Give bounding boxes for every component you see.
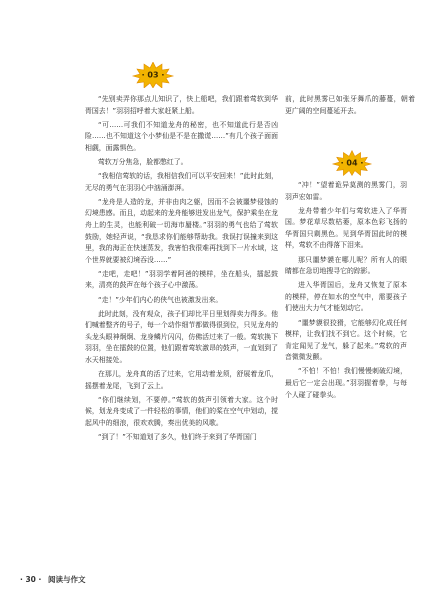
paragraph: 龙舟带着少年们与莺软进入了华胥国。梦花草尽数枯萎，原本色彩飞扬的华胥国只剩黑色。见到华胥国此时的模样，莺软不由得落下泪来。 (285, 206, 407, 250)
section-3-number: · 03 · (141, 70, 165, 80)
paragraph: 此时此刻，没有观众，孩子们却比平日里划得卖力得多。他们喊着整齐的号子，每一个动作细节都做得很到位，只见龙舟的头龙头眼神炯炯、龙身鳞片闪闪，仿佛活过来了一般。莺软换下羽羽，坐在擂鼓的位置，他们跟着莺软激昂的鼓声，一直划到了水天相接处。 (85, 309, 278, 364)
section-4-number: · 04 · (340, 158, 364, 168)
left-column (85, 94, 278, 446)
magazine-name: 阅读与作文 (47, 575, 86, 584)
paragraph: “龙舟是人造的龙，并非由肉之躯，因而不会被噩梦侵蚀的幻境患感。而且，动起来的龙舟能够迸发出龙气，保护乘坐在龙舟上的生灵，也能利破一切海市蜃楼。”羽羽的勇气也给了莺软鼓励，她轻声说，“我恳求你们能够帮助我。我误打误撞来到这里，我的海正在快速蒸发，我害怕我很难再找到下一片水域，这个世界就要被幻境吞没……” (85, 197, 278, 264)
page-number: · 30 · (20, 575, 42, 584)
paragraph: 在那儿，龙舟真的活了过来，它用动着龙须，舒展着龙爪，摇摆着龙尾，飞到了云上。 (85, 370, 278, 390)
paragraph-continued: 前，此时黑雾已如张牙舞爪的藤蔓，朝着更广阔的空间蔓延开去。 (285, 95, 415, 115)
paragraph: “可……可我们不知道龙舟的秘密，也不知道此行是否凶险……也不知道这个小梦仙是不是在撒谎……”有几个孩子面面相觑，面露惧色。 (85, 120, 278, 152)
paragraph: “走吧，走吧！”羽羽学着阿爸的模样，坐在船头，擂起鼓来，清亮的鼓声在每个孩子心中激荡。 (85, 269, 278, 290)
paragraph: “不怕！不怕！我们慢慢刺破幻境，最后它一定会出现。”羽羽握着拳，与每个人碰了碰拳头。 (285, 367, 407, 399)
paragraph: “噩梦貘很狡猾，它能够幻化成任何模样，让我们找不到它。这个时候，它肯定闻见了龙气，躲了起来。”莺软的声音微微发颤。 (285, 318, 407, 362)
paragraph: “你们继续划，不要停。”莺软的鼓声引领着大家。这个时候，划龙舟变成了一件轻松的事情，他们的桨在空气中划动，搅起风中的细浪，很欢欢腾，奏出优美的风歌。 (85, 395, 278, 427)
paragraph: “先别卖弄你那点儿知识了，快上船吧，我们跟着莺软到华胥国去！”羽羽招呼着大家赶紧上船。 (85, 95, 278, 115)
paragraph: “到了！”不知道划了多久，他们终于来到了华胥国门 (98, 433, 257, 442)
paragraph: “我相信莺软的话，我相信我们可以平安回来！”此时此刻，无尽的勇气在羽羽心中汹涌澎湃。 (85, 172, 278, 192)
paragraph: “走！”少年们内心的侠气也被激发出来。 (98, 295, 223, 304)
page-footer (20, 574, 85, 585)
section-4-badge (331, 150, 373, 176)
paragraph: 莺软万分焦急，脸都憋红了。 (98, 157, 188, 166)
paragraph: “冲！”望着诡异莫测的黑雾门，羽羽声宏如雷。 (285, 181, 407, 201)
paragraph: 那只噩梦貘在哪儿呢？所有人的眼睛都在急切地搜寻它的踪影。 (285, 255, 407, 276)
paragraph: 进入华胥国后，龙舟又恢复了原本的模样，停在如水的空气中，需要孩子们使出大力气才能划动它。 (285, 281, 407, 313)
right-column-top (285, 94, 415, 120)
right-column (285, 180, 407, 404)
section-3-badge (131, 62, 175, 88)
